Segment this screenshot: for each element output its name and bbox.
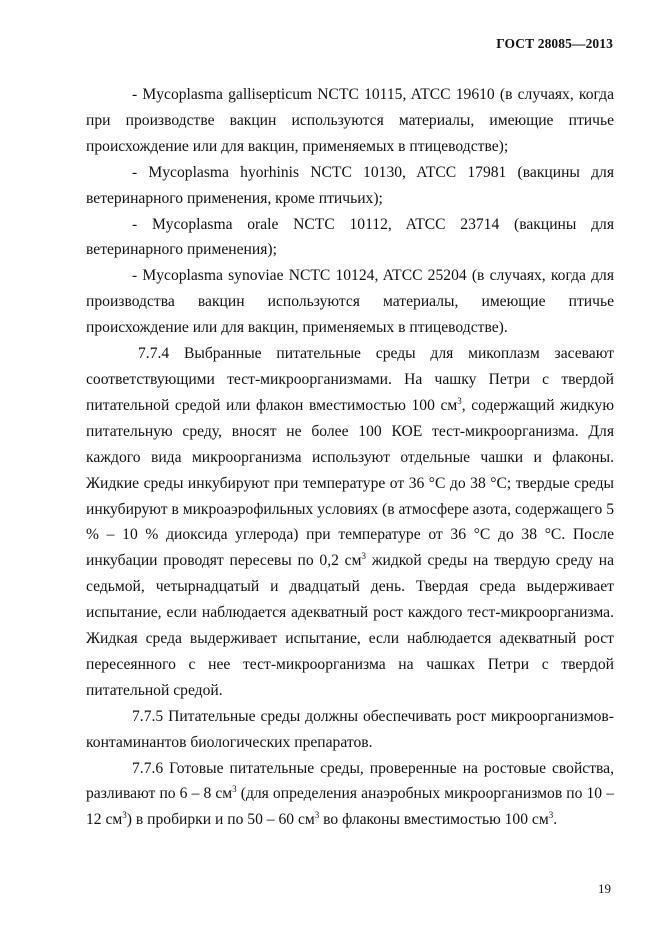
superscript: 3 [232,784,237,795]
text-run: 7.7.4 Выбранные питательные среды для микоплазм засевают соответствующими тест-микроорганизмами. На чашку Петри с твердой питательной средой или флакон вместимостью 100 см [86,345,614,414]
superscript: 3 [122,810,127,821]
text-run: - Mycoplasma hyorhinis NCTC 10130, ATCC 17981 (вакцины для ветеринарного применения, кроме птичьих); [86,163,614,207]
page-number: 19 [598,881,611,896]
text-run: 7.7.6 Готовые питательные среды, проверенные на ростовые свойства, разливают по 6 – 8 см [86,759,614,803]
text-run: (для определения анаэробных микроорганизмов по 10 – 12 см [86,785,614,829]
text-run: - Mycoplasma synoviae NCTC 10124, ATCC 25204 (в случаях, когда для производства вакцин используются материалы, имеющие птичье происхождение или для вакцин, применяемых в птицеводстве). [86,267,614,337]
text-run: 7.7.5 Питательные среды должны обеспечивать рост микроорганизмов-контаминантов биологических препаратов. [86,707,614,751]
text-run: жидкой среды на твердую среду на седьмой, четырнадцатый и двадцатый день. Твердая среда выдерживает испытание, если наблюдается адекватный рост каждого тест-микроорганизма. Жидкая среда выдерживает испытание, если наблюдается адекватный рост пересеянного с нее тест-микроорганизма на чашках Петри с твердой питательной средой. [86,552,614,699]
page-body [86,82,614,833]
text-run: , содержащий жидкую питательную среду, вносят не более 100 КОЕ тест-микроорганизма. Для каждого вида микроорганизма используют отдельные чашки и флаконы. Жидкие среды инкубируют при температуре от 36 °С до 38 °С; твердые среды инкубируют в микроаэрофильных условиях (в атмосфере азота, содержащего 5 % – 10 % диоксида углерода) при температуре от 36 °С до 38 °С. После инкубации проводят пересевы по 0,2 см [86,396,614,570]
superscript: 3 [548,810,554,821]
text-run: . [553,811,558,829]
paragraph-item-synoviae [86,263,614,341]
text-run: - Mycoplasma orale NCTC 10112, ATCC 23714 (вакцины для ветеринарного применения); [86,215,614,259]
superscript: 3 [314,810,320,821]
paragraph-item-orale [86,212,614,264]
document-number: ГОСТ 28085—2013 [496,36,613,51]
paragraph-item-gallisepticum [86,82,614,160]
paragraph-7-7-4 [86,341,614,704]
superscript: 3 [457,395,462,406]
paragraph-item-hyorhinis [86,160,614,212]
superscript: 3 [361,551,366,562]
text-run: во флаконы вместимостью 100 см [319,811,549,829]
text-run: - Mycoplasma gallisepticum NCTC 10115, ATCC 19610 (в случаях, когда при производстве вакцин используются материалы, имеющие птичье происхождение или для вакцин, применяемых в птицеводстве); [86,86,614,155]
text-run: ) в пробирки и по 50 – 60 см [126,811,315,829]
paragraph-7-7-6 [86,756,614,834]
paragraph-7-7-5 [86,704,614,756]
